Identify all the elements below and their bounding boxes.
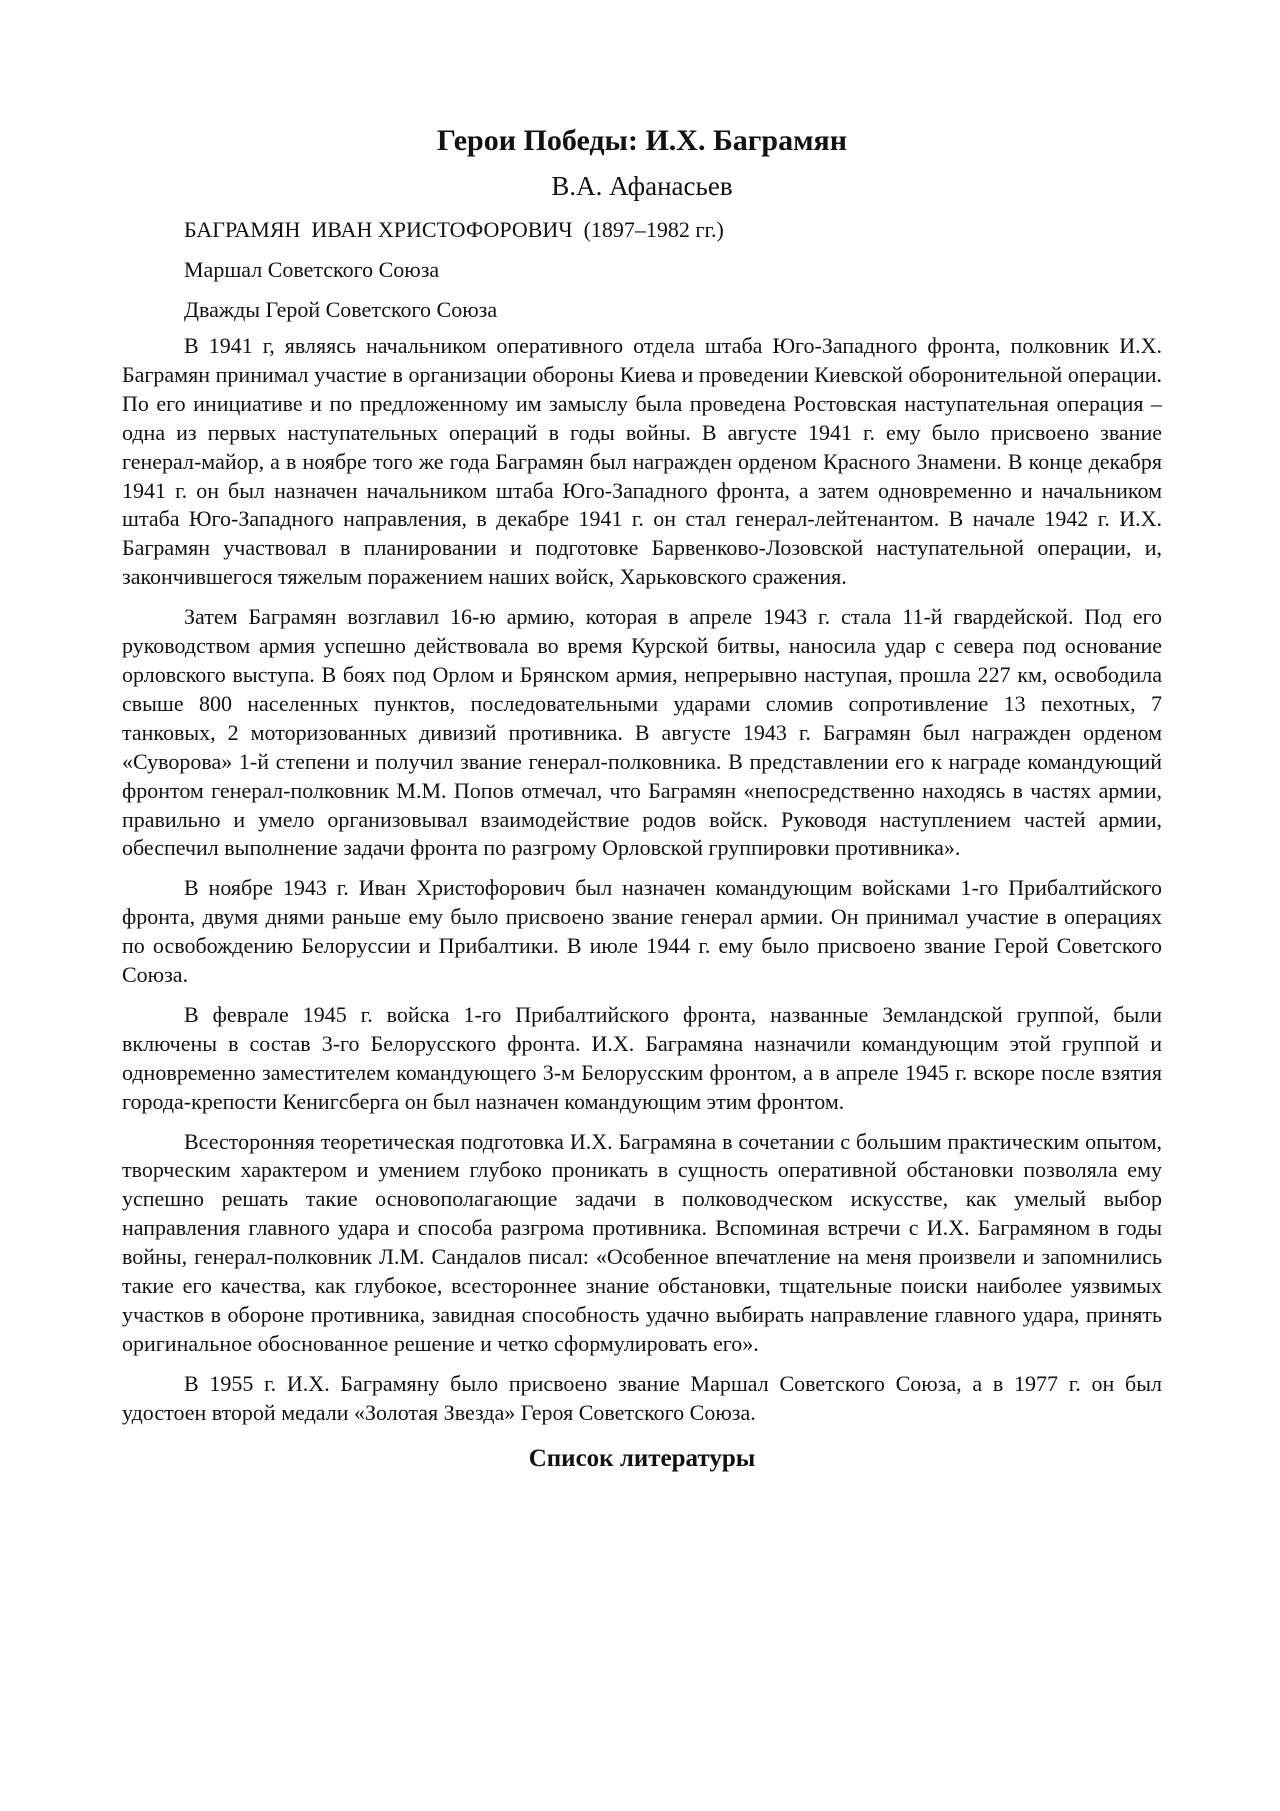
intro-name-line: БАГРАМЯН ИВАН ХРИСТОФОРОВИЧ (1897–1982 гг.)	[184, 217, 724, 242]
paragraph-3: В ноябре 1943 г. Иван Христофорович был назначен командующим войсками 1-го Прибалтийского фронта, двумя днями раньше ему было присвоено звание генерал армии. Он принимал участие в операциях по освобождению Белоруссии и Прибалтики. В июле 1944 г. ему было присвоено звание Герой Советского Союза.	[122, 875, 1162, 988]
document-page	[122, 118, 1162, 1479]
paragraph-6: В 1955 г. И.Х. Баграмяну было присвоено звание Маршал Советского Союза, а в 1977 г. он был удостоен второй медали «Золотая Звезда» Героя Советского Союза.	[122, 1370, 1162, 1425]
document-author: В.А. Афанасьев	[551, 171, 733, 201]
references-heading: Список литературы	[528, 1444, 756, 1472]
paragraph-1: В 1941 г, являясь начальником оперативного отдела штаба Юго-Западного фронта, полковник И.Х. Баграмян принимал участие в организации обороны Киева и проведении Киевской оборонительной операции. По его инициативе и по предложенному им замыслу была проведена Ростовская наступательная операция – одна из первых наступательных операций в годы войны. В августе 1941 г. ему было присвоено звание генерал-майор, а в ноябре того же года Баграмян был награжден орденом Красного Знамени. В конце декабря 1941 г. он был назначен начальником штаба Юго-Западного фронта, а затем одновременно и начальником штаба Юго-Западного направления, в декабре 1941 г. он стал генерал-лейтенантом. В начале 1942 г. И.Х. Баграмян участвовал в планировании и подготовке Барвенково-Лозовской наступательной операции, и, закончившегося тяжелым поражением наших войск, Харьковского сражения.	[122, 333, 1162, 590]
paragraph-2: Затем Баграмян возглавил 16-ю армию, которая в апреле 1943 г. стала 11-й гвардейской. Под его руководством армия успешно действовала во время Курской битвы, наносила удар с севера под основание орловского выступа. В боях под Орлом и Брянском армия, непрерывно наступая, прошла 227 км, освободила свыше 800 населенных пунктов, последовательными ударами сломив сопротивление 13 пехотных, 7 танковых, 2 моторизованных дивизий противника. В августе 1943 г. Баграмян был награжден орденом «Суворова» 1-й степени и получил звание генерал-полковника. В представлении его к награде командующий фронтом генерал-полковник М.М. Попов отмечал, что Баграмян «непосредственно находясь в частях армии, правильно и умело организовывал взаимодействие родов войск. Руководя наступлением частей армии, обеспечил выполнение задачи фронта по разгрому Орловской группировки противника».	[122, 604, 1162, 861]
intro-honor: Дважды Герой Советского Союза	[184, 297, 498, 322]
paragraph-4: В феврале 1945 г. войска 1-го Прибалтийского фронта, названные Земландской группой, были включены в состав 3-го Белорусского фронта. И.Х. Баграмяна назначили командующим этой группой и одновременно заместителем командующего 3-м Белорусским фронтом, а в апреле 1945 г. вскоре после взятия города-крепости Кенигсберга он был назначен командующим этим фронтом.	[122, 1001, 1162, 1114]
paragraph-5: Всесторонняя теоретическая подготовка И.Х. Баграмяна в сочетании с большим практическим опытом, творческим характером и умением глубоко проникать в сущность оперативной обстановки позволяла ему успешно решать такие основополагающие задачи в полководческом искусстве, как умелый выбор направления главного удара и способа разгрома противника. Вспоминая встречи с И.Х. Баграмяном в годы войны, генерал-полковник Л.М. Сандалов писал: «Особенное впечатление на меня произвели и запомнились такие его качества, как глубокое, всестороннее знание обстановки, тщательные поиски наиболее уязвимых участков в обороне противника, завидная способность удачно выбирать направление главного удара, принять оригинальное обоснованное решение и четко сформулировать его».	[122, 1128, 1162, 1356]
document-title: Герои Победы: И.Х. Баграмян	[436, 124, 848, 157]
intro-rank: Маршал Советского Союза	[184, 257, 440, 282]
